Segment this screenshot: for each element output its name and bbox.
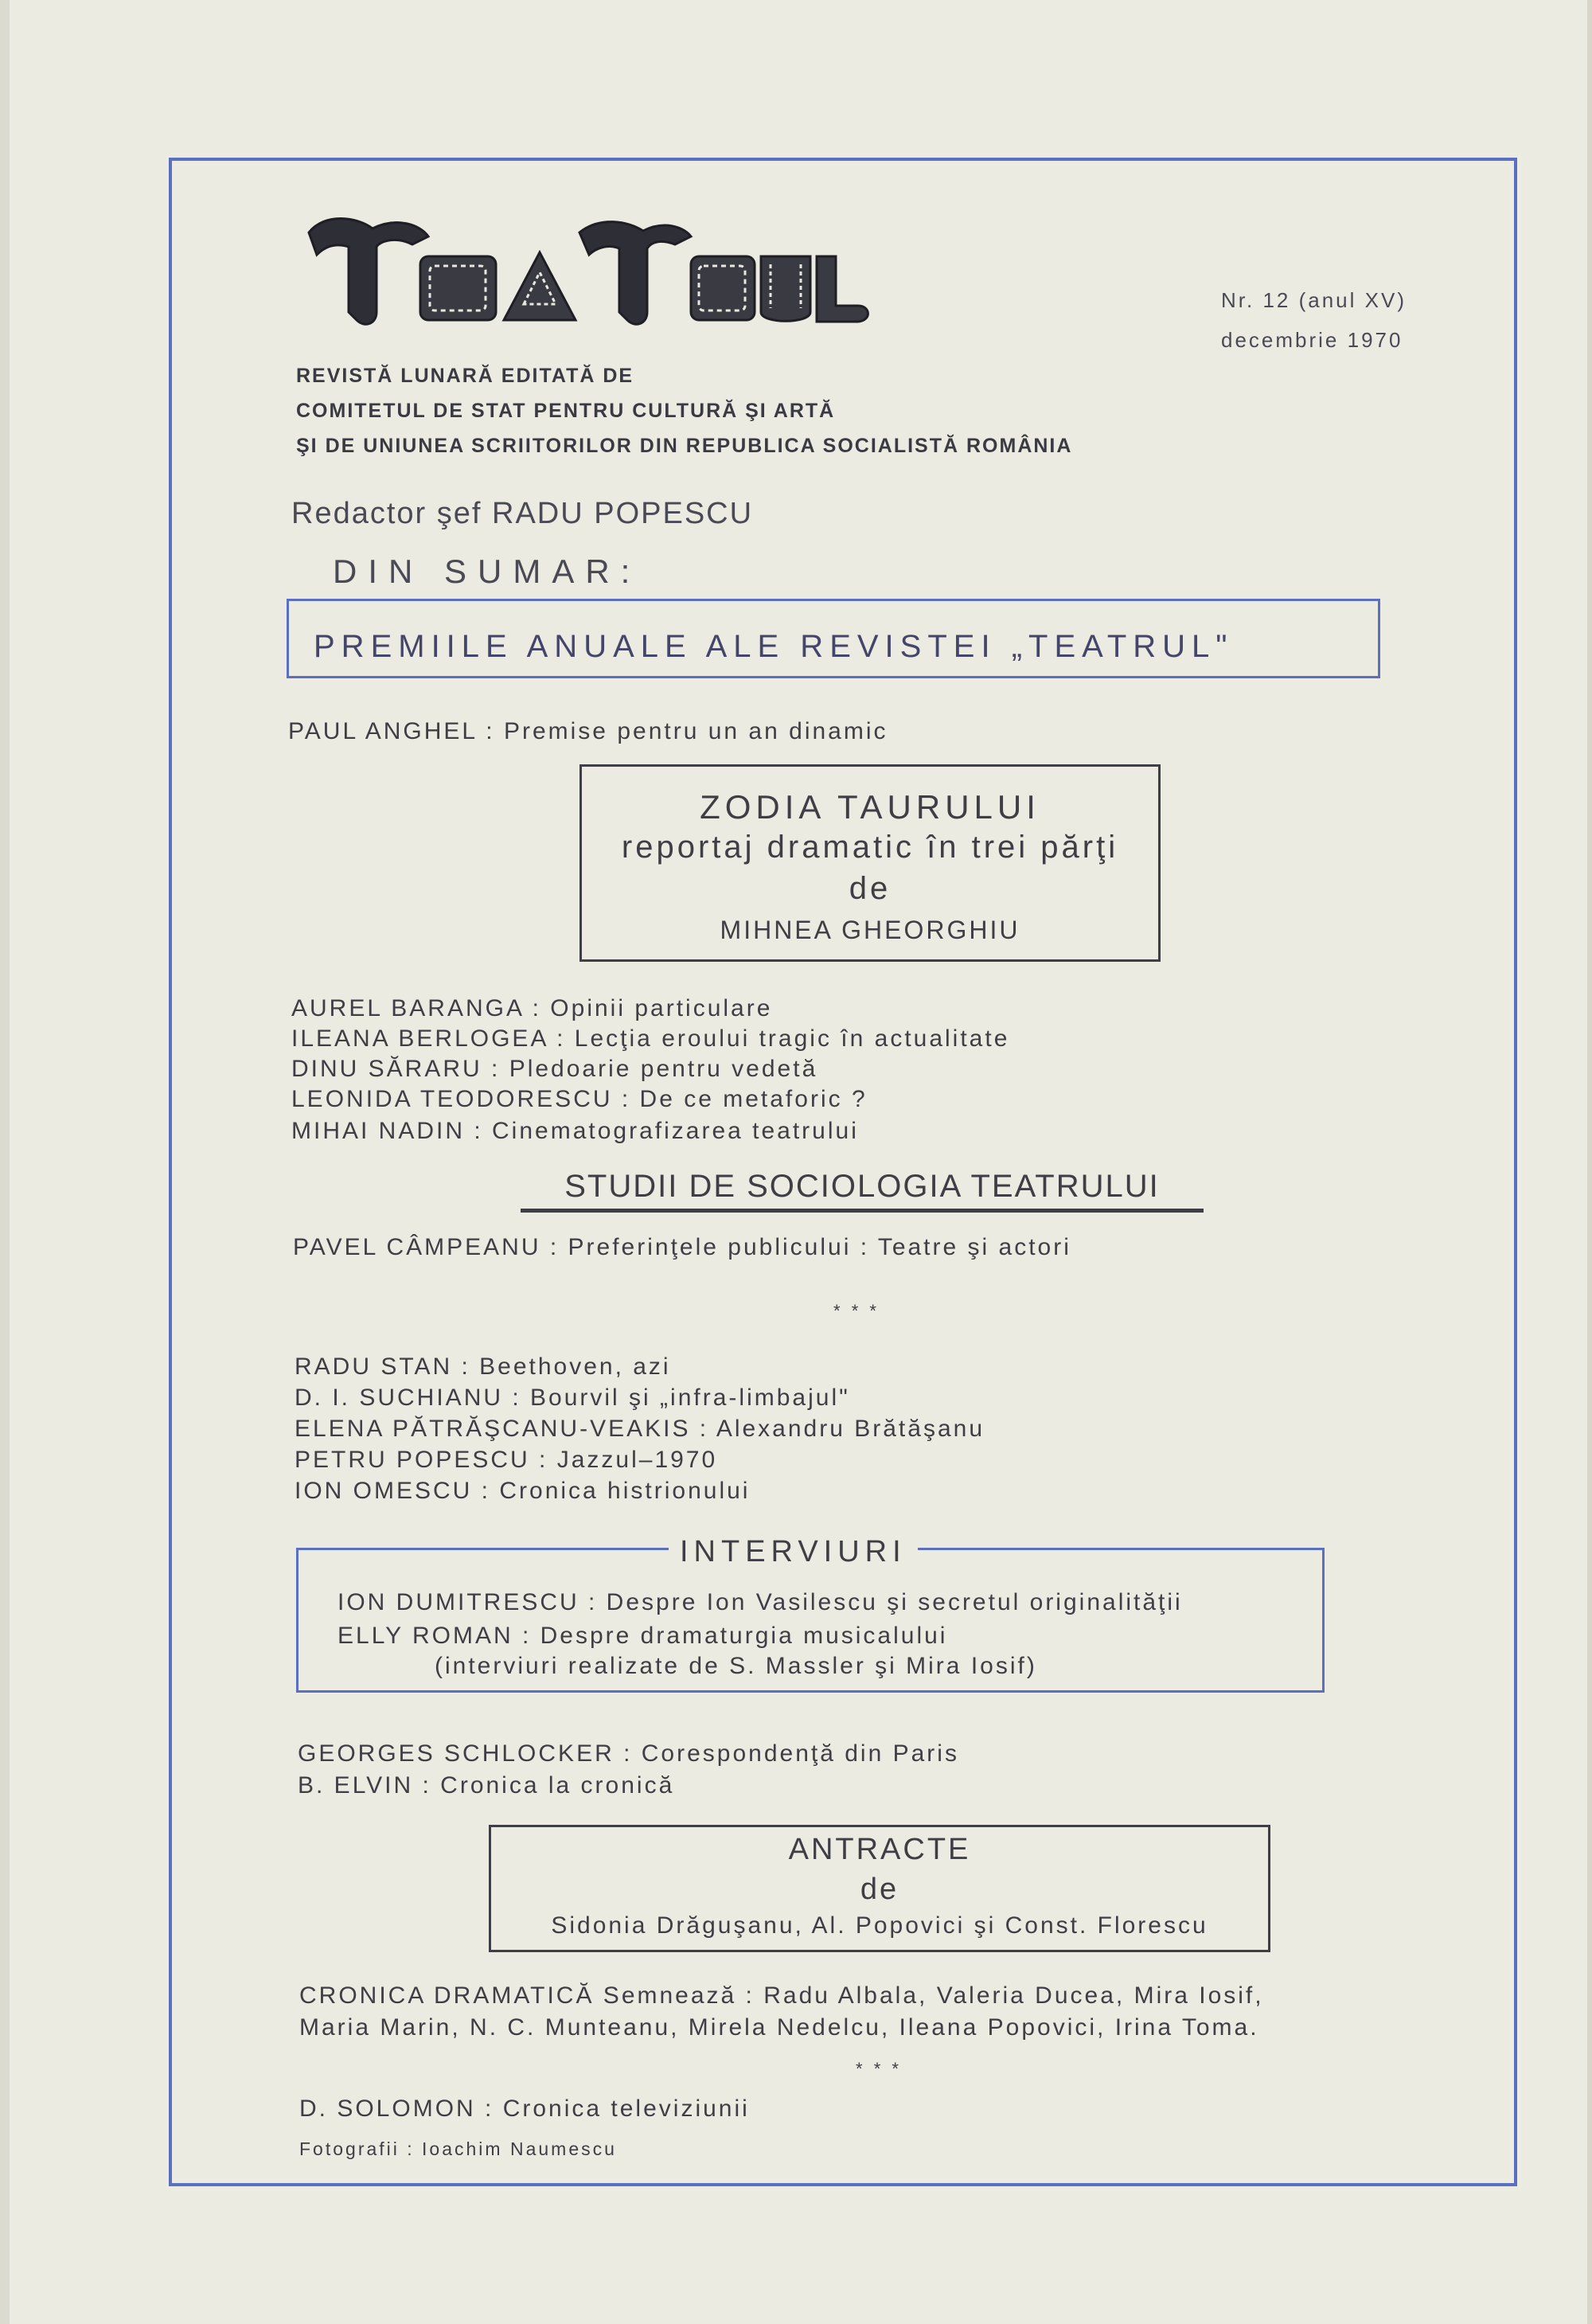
antracte-by: de [860, 1873, 899, 1906]
article-item: RADU STAN : Beethoven, azi [295, 1353, 671, 1380]
interview-line: ION DUMITRESCU : Despre Ion Vasilescu şi secretul originalităţii [338, 1589, 1183, 1615]
cronica-line-1: CRONICA DRAMATICĂ Semnează : Radu Albala, Valeria Ducea, Mira Iosif, [299, 1982, 1264, 2009]
paper-right-edge [1587, 0, 1592, 2324]
interview-line: ELLY ROMAN : Despre dramaturgia musicalului [338, 1623, 948, 1649]
interview-note: (interviuri realizate de S. Massler şi Mira Iosif) [435, 1653, 1037, 1679]
tv-entry: D. SOLOMON : Cronica televiziunii [299, 2096, 750, 2122]
feature-by: de [849, 871, 892, 906]
antracte-authors: Sidonia Drăguşanu, Al. Popovici şi Const. Florescu [551, 1912, 1208, 1939]
separator-stars-2: * * * [856, 2059, 902, 2079]
photo-credit: Fotografii : Ioachim Naumescu [299, 2138, 617, 2159]
sociology-underline [521, 1209, 1204, 1213]
article-item: MIHAI NADIN : Cinematografizarea teatrului [291, 1118, 859, 1144]
publisher-line-3: ŞI DE UNIUNEA SCRIITORILOR DIN REPUBLICA SOCIALISTĂ ROMÂNIA [296, 435, 1073, 457]
issue-date: decembrie 1970 [1221, 328, 1403, 352]
interviews-title: INTERVIURI [669, 1535, 918, 1569]
article-item: ELENA PĂTRĂŞCANU-VEAKIS : Alexandru Brătăşanu [295, 1416, 985, 1442]
article-item: ILEANA BERLOGEA : Lecţia eroului tragic în actualitate [291, 1025, 1010, 1052]
feature-subtitle: reportaj dramatic în trei părţi [621, 830, 1119, 865]
awards-entry: PAUL ANGHEL : Premise pentru un an dinamic [288, 718, 888, 744]
article-item: D. I. SUCHIANU : Bourvil şi „infra-limbajul" [295, 1385, 850, 1411]
feature-author: MIHNEA GHEORGHIU [720, 916, 1020, 944]
editor-in-chief: Redactor şef RADU POPESCU [291, 497, 754, 530]
issue-number: Nr. 12 (anul XV) [1221, 288, 1407, 312]
separator-stars: * * * [833, 1301, 880, 1321]
sociology-entry: PAVEL CÂMPEANU : Preferinţele publicului : Teatre şi actori [293, 1234, 1071, 1260]
teatrul-logo [301, 209, 874, 336]
awards-title: PREMIILE ANUALE ALE REVISTEI „TEATRUL" [314, 629, 1234, 664]
sociology-title: STUDII DE SOCIOLOGIA TEATRULUI [564, 1169, 1160, 1204]
article-item: ION OMESCU : Cronica histrionului [295, 1478, 751, 1504]
article-item: GEORGES SCHLOCKER : Corespondenţă din Paris [298, 1740, 959, 1767]
article-item: DINU SĂRARU : Pledoarie pentru vedetă [291, 1056, 818, 1082]
paper-left-edge [0, 0, 10, 2324]
article-item: PETRU POPESCU : Jazzul–1970 [295, 1447, 718, 1473]
publisher-line-2: COMITETUL DE STAT PENTRU CULTURĂ ŞI ARTĂ [296, 400, 836, 422]
article-item: B. ELVIN : Cronica la cronică [298, 1772, 675, 1799]
cronica-line-2: Maria Marin, N. C. Munteanu, Mirela Nedelcu, Ileana Popovici, Irina Toma. [299, 2014, 1259, 2041]
article-item: AUREL BARANGA : Opinii particulare [291, 995, 773, 1021]
publisher-line-1: REVISTĂ LUNARĂ EDITATĂ DE [296, 365, 634, 387]
antracte-title: ANTRACTE [788, 1833, 971, 1866]
contents-heading: DIN SUMAR: [333, 553, 642, 590]
article-item: LEONIDA TEODORESCU : De ce metaforic ? [291, 1086, 868, 1112]
feature-title: ZODIA TAURULUI [700, 788, 1040, 826]
